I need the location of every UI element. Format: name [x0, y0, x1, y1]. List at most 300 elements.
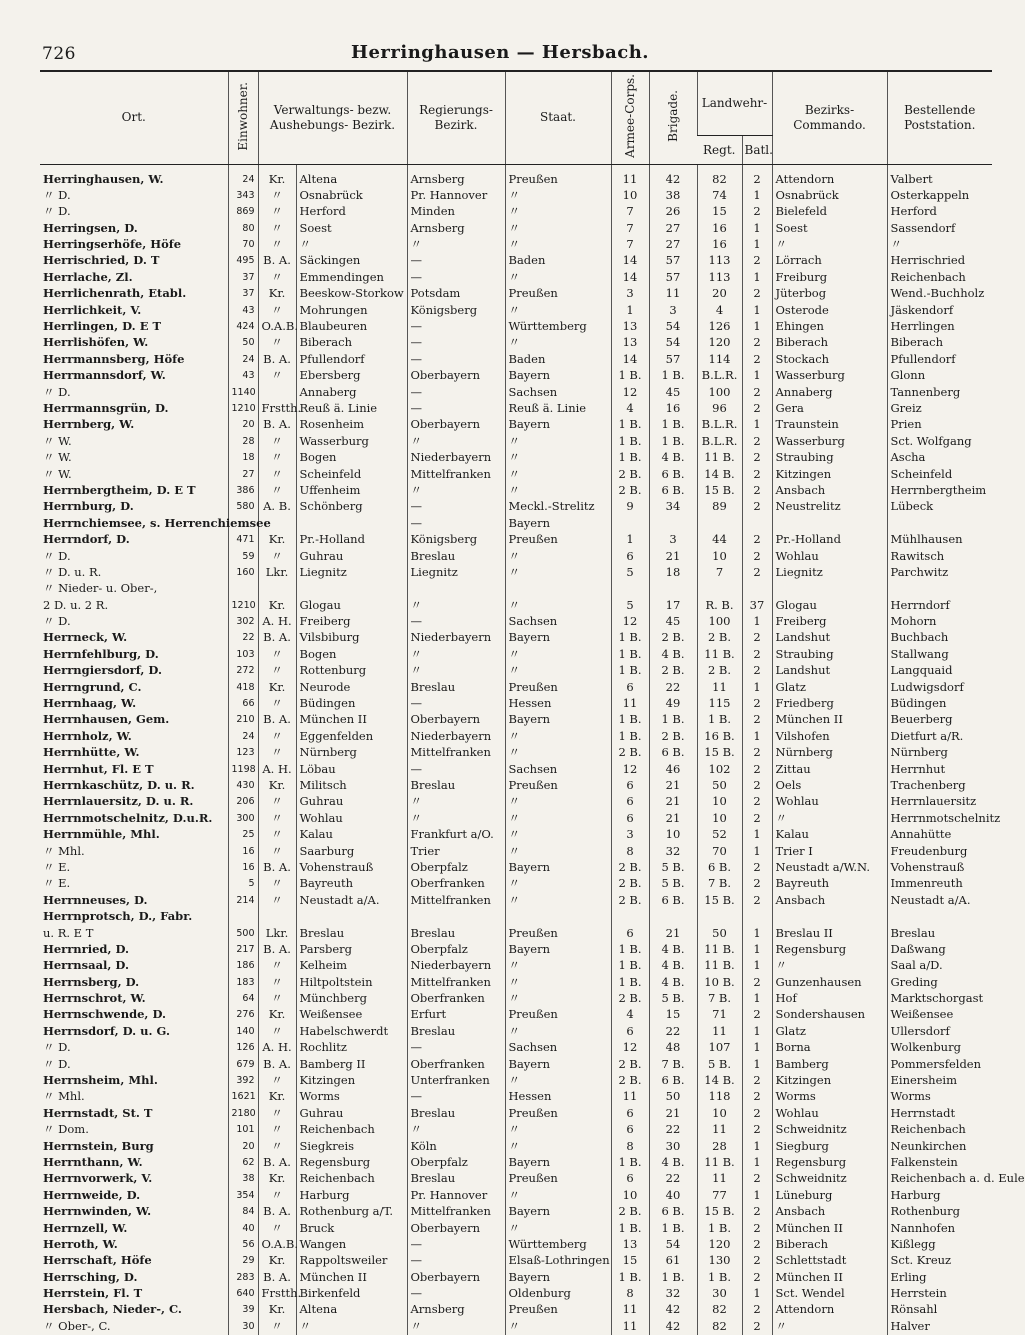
cell-bezirks-commando: Nürnberg	[772, 745, 887, 761]
cell-regiment: 52	[697, 826, 742, 842]
place-name: Herrmannsdorf, W.	[43, 368, 166, 383]
cell-staat: Oldenburg	[505, 1285, 611, 1301]
cell-regierung: Mittelfranken	[407, 892, 505, 908]
place-name: Herrnbergtheim, D. E T	[43, 482, 196, 497]
cell-poststation: Pfullendorf	[887, 351, 992, 367]
cell-bezirks-commando: Wohlau	[772, 794, 887, 810]
cell-regiment: 102	[697, 761, 742, 777]
cell-ort	[40, 286, 228, 302]
cell-regierung: —	[407, 351, 505, 367]
cell-bezirks-commando: Lörrach	[772, 253, 887, 269]
cell-poststation: Lübeck	[887, 499, 992, 515]
place-name: Herrlishöfen, W.	[43, 335, 149, 350]
cell-bataillon: 1	[742, 958, 772, 974]
table-row	[40, 417, 992, 433]
table-row	[40, 1269, 992, 1285]
cell-verwaltung-type: B. A.	[258, 1269, 296, 1285]
cell-bataillon: 1	[742, 1154, 772, 1170]
cell-verwaltung-type: B. A.	[258, 253, 296, 269]
cell-staat: Bayern	[505, 1154, 611, 1170]
cell-einwohner: 24	[228, 728, 258, 744]
place-name: Herringhausen, W.	[43, 171, 164, 186]
table-row	[40, 499, 992, 515]
cell-poststation: Harburg	[887, 1187, 992, 1203]
cell-ort	[40, 351, 228, 367]
place-name: 〃 W.	[43, 466, 72, 481]
cell-bezirks-commando: 〃	[772, 810, 887, 826]
cell-ort	[40, 564, 228, 580]
cell-ort	[40, 1154, 228, 1170]
table-row	[40, 1285, 992, 1301]
cell-armee-corps: 12	[611, 384, 649, 400]
cell-poststation: Herrischried	[887, 253, 992, 269]
cell-staat: 〃	[505, 449, 611, 465]
cell-staat: Württemberg	[505, 318, 611, 334]
place-name: 〃 D.	[43, 614, 71, 629]
cell-staat: 〃	[505, 466, 611, 482]
cell-verwaltung-bezirk: Ebersberg	[296, 368, 407, 384]
cell-einwohner: 1621	[228, 1089, 258, 1105]
cell-ort	[40, 466, 228, 482]
place-name: Herrmannsgrün, D.	[43, 401, 169, 415]
cell-armee-corps: 13	[611, 318, 649, 334]
cell-armee-corps: 8	[611, 1285, 649, 1301]
cell-armee-corps: 6	[611, 810, 649, 826]
cell-poststation: Herford	[887, 204, 992, 220]
cell-regierung: Oberpfalz	[407, 941, 505, 957]
cell-poststation: Ullersdorf	[887, 1023, 992, 1039]
cell-regiment: 2 B.	[697, 663, 742, 679]
cell-verwaltung-bezirk: Guhrau	[296, 1105, 407, 1121]
place-name: 〃 W.	[43, 433, 72, 448]
cell-verwaltung-type: 〃	[258, 1023, 296, 1039]
cell-einwohner: 43	[228, 368, 258, 384]
cell-staat: Preußen	[505, 1171, 611, 1187]
cell-brigade: 15	[649, 1007, 697, 1023]
cell-einwohner: 214	[228, 892, 258, 908]
cell-verwaltung-bezirk: Biberach	[296, 335, 407, 351]
cell-bataillon: 1	[742, 220, 772, 236]
cell-armee-corps: 12	[611, 613, 649, 629]
cell-regiment: 4	[697, 302, 742, 318]
place-name: Herrnschwende, D.	[43, 1007, 167, 1022]
cell-armee-corps: 6	[611, 925, 649, 941]
cell-bezirks-commando	[772, 908, 887, 924]
cell-verwaltung-bezirk: Glogau	[296, 597, 407, 613]
cell-verwaltung-bezirk: Löbau	[296, 761, 407, 777]
cell-ort	[40, 1236, 228, 1252]
cell-ort	[40, 368, 228, 384]
cell-verwaltung-type: Kr.	[258, 164, 296, 187]
place-name: 〃 D.	[43, 187, 71, 202]
table-row	[40, 1040, 992, 1056]
place-name: Herrnberg, W.	[43, 417, 135, 432]
cell-bataillon: 1	[742, 417, 772, 433]
cell-verwaltung-type: Kr.	[258, 531, 296, 547]
cell-armee-corps: 6	[611, 794, 649, 810]
cell-ort	[40, 236, 228, 252]
cell-bataillon: 2	[742, 859, 772, 875]
cell-ort	[40, 318, 228, 334]
cell-bataillon: 2	[742, 1089, 772, 1105]
cell-armee-corps: 13	[611, 335, 649, 351]
table-row	[40, 286, 992, 302]
cell-einwohner: 1210	[228, 597, 258, 613]
table-row	[40, 302, 992, 318]
cell-poststation: Prien	[887, 417, 992, 433]
cell-regierung: —	[407, 761, 505, 777]
cell-verwaltung-type: O.A.B.	[258, 1236, 296, 1252]
cell-einwohner: 580	[228, 499, 258, 515]
table-row	[40, 1138, 992, 1154]
cell-regiment: 11 B.	[697, 646, 742, 662]
place-name: Herringserhöfe, Höfe	[43, 237, 182, 252]
table-row	[40, 695, 992, 711]
cell-einwohner: 2180	[228, 1105, 258, 1121]
cell-bezirks-commando: Ansbach	[772, 1203, 887, 1219]
cell-armee-corps: 2 B.	[611, 859, 649, 875]
cell-einwohner: 101	[228, 1122, 258, 1138]
cell-poststation: Osterkappeln	[887, 187, 992, 203]
place-name: Herrnwinden, W.	[43, 1204, 152, 1219]
cell-staat: Bayern	[505, 368, 611, 384]
cell-ort	[40, 253, 228, 269]
place-name: 〃 D.	[43, 1040, 71, 1055]
cell-regiment: B.L.R.	[697, 433, 742, 449]
cell-armee-corps: 1 B.	[611, 630, 649, 646]
cell-brigade: 1 B.	[649, 1269, 697, 1285]
cell-bezirks-commando: Wohlau	[772, 548, 887, 564]
cell-brigade: 50	[649, 1089, 697, 1105]
cell-staat: 〃	[505, 433, 611, 449]
cell-regiment: 89	[697, 499, 742, 515]
cell-poststation: Glonn	[887, 368, 992, 384]
place-name: 〃 W.	[43, 450, 72, 465]
col-header-brigade: Brigade.	[649, 72, 697, 164]
cell-regierung: 〃	[407, 482, 505, 498]
cell-einwohner: 16	[228, 843, 258, 859]
cell-regierung: Breslau	[407, 679, 505, 695]
cell-verwaltung-type: 〃	[258, 892, 296, 908]
cell-bataillon: 1	[742, 302, 772, 318]
cell-regierung: Oberfranken	[407, 1056, 505, 1072]
cell-verwaltung-type: B. A.	[258, 1056, 296, 1072]
cell-bezirks-commando: Osterode	[772, 302, 887, 318]
cell-ort	[40, 663, 228, 679]
cell-armee-corps: 2 B.	[611, 1203, 649, 1219]
cell-regierung: Oberfranken	[407, 876, 505, 892]
cell-regierung: Niederbayern	[407, 630, 505, 646]
cell-staat: 〃	[505, 482, 611, 498]
cell-verwaltung-bezirk: 〃	[296, 1318, 407, 1334]
cell-regierung: Arnsberg	[407, 164, 505, 187]
cell-einwohner: 29	[228, 1253, 258, 1269]
cell-armee-corps: 2 B.	[611, 1056, 649, 1072]
cell-bezirks-commando: Ansbach	[772, 892, 887, 908]
cell-regierung: Trier	[407, 843, 505, 859]
cell-bezirks-commando: Glatz	[772, 679, 887, 695]
cell-bezirks-commando: Traunstein	[772, 417, 887, 433]
cell-bataillon: 1	[742, 925, 772, 941]
cell-armee-corps: 11	[611, 695, 649, 711]
cell-staat: Reuß ä. Linie	[505, 400, 611, 416]
place-name: Herrnneuses, D.	[43, 892, 148, 907]
col-header-verwaltung: Verwaltungs- bezw. Aushebungs- Bezirk.	[258, 72, 407, 164]
cell-poststation: Biberach	[887, 335, 992, 351]
cell-poststation: Daßwang	[887, 941, 992, 957]
cell-brigade: 57	[649, 269, 697, 285]
table-row	[40, 663, 992, 679]
cell-regierung: —	[407, 384, 505, 400]
cell-ort	[40, 548, 228, 564]
cell-bezirks-commando: Attendorn	[772, 164, 887, 187]
cell-einwohner: 24	[228, 164, 258, 187]
cell-poststation: Herrlingen	[887, 318, 992, 334]
table-row	[40, 892, 992, 908]
cell-armee-corps: 1 B.	[611, 1269, 649, 1285]
place-name: Herrlingen, D. E T	[43, 319, 162, 334]
cell-staat: Baden	[505, 253, 611, 269]
cell-verwaltung-type: 〃	[258, 449, 296, 465]
cell-brigade: 30	[649, 1138, 697, 1154]
cell-bataillon: 2	[742, 1302, 772, 1318]
cell-verwaltung-bezirk: Rothenburg a/T.	[296, 1203, 407, 1219]
cell-regiment: 7 B.	[697, 990, 742, 1006]
cell-einwohner: 186	[228, 958, 258, 974]
cell-einwohner: 283	[228, 1269, 258, 1285]
cell-einwohner: 217	[228, 941, 258, 957]
cell-brigade: 5 B.	[649, 990, 697, 1006]
cell-regierung: Mittelfranken	[407, 745, 505, 761]
cell-verwaltung-type	[258, 384, 296, 400]
cell-poststation: Herrnbergtheim	[887, 482, 992, 498]
cell-staat: Bayern	[505, 515, 611, 531]
table-row	[40, 990, 992, 1006]
cell-armee-corps: 10	[611, 187, 649, 203]
col-header-regt: Regt.	[697, 136, 742, 165]
page-number: 726	[42, 44, 76, 64]
cell-verwaltung-bezirk	[296, 908, 407, 924]
table-row	[40, 1220, 992, 1236]
cell-bezirks-commando: Gera	[772, 400, 887, 416]
cell-poststation: Pommersfelden	[887, 1056, 992, 1072]
cell-regierung	[407, 908, 505, 924]
cell-staat: 〃	[505, 974, 611, 990]
cell-einwohner: 22	[228, 630, 258, 646]
cell-regiment: 126	[697, 318, 742, 334]
cell-poststation: Vohenstrauß	[887, 859, 992, 875]
table-row	[40, 613, 992, 629]
cell-bataillon: 2	[742, 1253, 772, 1269]
cell-bezirks-commando: Kitzingen	[772, 1072, 887, 1088]
cell-poststation: Parchwitz	[887, 564, 992, 580]
cell-einwohner: 30	[228, 1318, 258, 1334]
cell-bezirks-commando: 〃	[772, 1318, 887, 1334]
cell-bataillon: 2	[742, 531, 772, 547]
cell-einwohner: 59	[228, 548, 258, 564]
col-header-einwohner: Einwohner.	[228, 72, 258, 164]
cell-verwaltung-type: Kr.	[258, 777, 296, 793]
cell-staat: 〃	[505, 876, 611, 892]
cell-bezirks-commando: Hof	[772, 990, 887, 1006]
place-name: Herrnkaschütz, D. u. R.	[43, 777, 195, 792]
cell-ort	[40, 187, 228, 203]
cell-armee-corps: 5	[611, 564, 649, 580]
cell-bezirks-commando: 〃	[772, 958, 887, 974]
cell-bezirks-commando: Regensburg	[772, 941, 887, 957]
cell-einwohner: 272	[228, 663, 258, 679]
cell-regiment: 74	[697, 187, 742, 203]
cell-verwaltung-bezirk: 〃	[296, 236, 407, 252]
cell-poststation: Greding	[887, 974, 992, 990]
cell-verwaltung-type: 〃	[258, 187, 296, 203]
cell-armee-corps: 1 B.	[611, 712, 649, 728]
cell-regiment: 113	[697, 269, 742, 285]
table-row	[40, 941, 992, 957]
cell-staat: 〃	[505, 843, 611, 859]
cell-bataillon: 1	[742, 1187, 772, 1203]
cell-bezirks-commando: Oels	[772, 777, 887, 793]
cell-poststation: Herrnlauersitz	[887, 794, 992, 810]
cell-armee-corps: 14	[611, 269, 649, 285]
cell-verwaltung-bezirk: Wasserburg	[296, 433, 407, 449]
cell-staat: Bayern	[505, 1269, 611, 1285]
cell-regierung: Köln	[407, 1138, 505, 1154]
cell-bataillon: 2	[742, 712, 772, 728]
cell-regiment: 100	[697, 384, 742, 400]
cell-einwohner: 66	[228, 695, 258, 711]
page-header	[0, 0, 1000, 64]
cell-regiment: 11	[697, 1171, 742, 1187]
cell-brigade: 6 B.	[649, 1072, 697, 1088]
table-row	[40, 466, 992, 482]
cell-verwaltung-bezirk: Reuß ä. Linie	[296, 400, 407, 416]
cell-brigade: 21	[649, 548, 697, 564]
cell-verwaltung-type: Lkr.	[258, 564, 296, 580]
cell-regierung: Oberpfalz	[407, 859, 505, 875]
cell-verwaltung-bezirk: Militsch	[296, 777, 407, 793]
cell-einwohner: 39	[228, 1302, 258, 1318]
cell-brigade: 27	[649, 236, 697, 252]
cell-brigade: 16	[649, 400, 697, 416]
cell-poststation: Beuerberg	[887, 712, 992, 728]
cell-regierung: Liegnitz	[407, 564, 505, 580]
cell-verwaltung-type: A. B.	[258, 499, 296, 515]
cell-armee-corps: 14	[611, 351, 649, 367]
cell-regiment: 11 B.	[697, 449, 742, 465]
table-row	[40, 1007, 992, 1023]
cell-bezirks-commando	[772, 515, 887, 531]
cell-poststation	[887, 515, 992, 531]
cell-armee-corps: 11	[611, 1318, 649, 1334]
cell-armee-corps: 1 B.	[611, 646, 649, 662]
table-row	[40, 1023, 992, 1039]
cell-staat: Bayern	[505, 859, 611, 875]
cell-brigade: 2 B.	[649, 728, 697, 744]
table-row	[40, 1187, 992, 1203]
cell-bezirks-commando: Liegnitz	[772, 564, 887, 580]
cell-regiment: 71	[697, 1007, 742, 1023]
cell-bataillon: 2	[742, 335, 772, 351]
table-row	[40, 335, 992, 351]
cell-verwaltung-type: 〃	[258, 335, 296, 351]
cell-bataillon: 1	[742, 1040, 772, 1056]
cell-regierung: Mittelfranken	[407, 974, 505, 990]
cell-bataillon	[742, 515, 772, 531]
cell-poststation: Herrnmotschelnitz	[887, 810, 992, 826]
cell-brigade: 49	[649, 695, 697, 711]
cell-ort	[40, 1253, 228, 1269]
cell-regierung: Niederbayern	[407, 958, 505, 974]
place-name: Herrischried, D. T	[43, 253, 160, 268]
cell-bataillon: 2	[742, 1072, 772, 1088]
cell-verwaltung-type: 〃	[258, 1220, 296, 1236]
cell-regiment: B.L.R.	[697, 417, 742, 433]
cell-staat: 〃	[505, 810, 611, 826]
cell-armee-corps: 9	[611, 499, 649, 515]
cell-verwaltung-bezirk: Liegnitz	[296, 564, 407, 580]
cell-verwaltung-bezirk: Neurode	[296, 679, 407, 695]
table-row	[40, 368, 992, 384]
cell-bezirks-commando: Schweidnitz	[772, 1122, 887, 1138]
cell-verwaltung-type: B. A.	[258, 1154, 296, 1170]
table-row	[40, 843, 992, 859]
gazetteer-table-wrap	[40, 70, 1025, 1335]
cell-poststation: Rothenburg	[887, 1203, 992, 1219]
cell-ort	[40, 1072, 228, 1088]
table-row	[40, 745, 992, 761]
cell-brigade: 4 B.	[649, 974, 697, 990]
cell-ort	[40, 1171, 228, 1187]
cell-brigade: 57	[649, 253, 697, 269]
cell-regiment	[697, 908, 742, 924]
cell-regierung: Arnsberg	[407, 1302, 505, 1318]
cell-einwohner: 50	[228, 335, 258, 351]
cell-einwohner	[228, 908, 258, 924]
cell-einwohner: 64	[228, 990, 258, 1006]
cell-bezirks-commando: Lüneburg	[772, 1187, 887, 1203]
cell-verwaltung-bezirk: Siegkreis	[296, 1138, 407, 1154]
cell-verwaltung-bezirk: Osnabrück	[296, 187, 407, 203]
cell-regiment	[697, 515, 742, 531]
cell-einwohner: 1198	[228, 761, 258, 777]
cell-ort	[40, 581, 228, 597]
cell-einwohner: 24	[228, 351, 258, 367]
cell-regiment: 82	[697, 1318, 742, 1334]
cell-verwaltung-bezirk: Regensburg	[296, 1154, 407, 1170]
cell-regiment: 11	[697, 1122, 742, 1138]
cell-regiment: 11 B.	[697, 941, 742, 957]
cell-brigade: 4 B.	[649, 941, 697, 957]
cell-bezirks-commando: Bielefeld	[772, 204, 887, 220]
cell-bataillon: 1	[742, 187, 772, 203]
cell-brigade: 54	[649, 318, 697, 334]
table-header-row	[40, 72, 992, 136]
cell-verwaltung-bezirk: Altena	[296, 1302, 407, 1318]
cell-bezirks-commando: Bayreuth	[772, 876, 887, 892]
cell-poststation: Sct. Wolfgang	[887, 433, 992, 449]
cell-bezirks-commando: Ehingen	[772, 318, 887, 334]
cell-regierung: Oberbayern	[407, 712, 505, 728]
cell-ort	[40, 482, 228, 498]
cell-verwaltung-type: B. A.	[258, 859, 296, 875]
cell-armee-corps: 12	[611, 1040, 649, 1056]
cell-regierung: 〃	[407, 810, 505, 826]
cell-regiment: 2 B.	[697, 630, 742, 646]
cell-einwohner: 140	[228, 1023, 258, 1039]
cell-bezirks-commando: Sct. Wendel	[772, 1285, 887, 1301]
cell-ort	[40, 204, 228, 220]
